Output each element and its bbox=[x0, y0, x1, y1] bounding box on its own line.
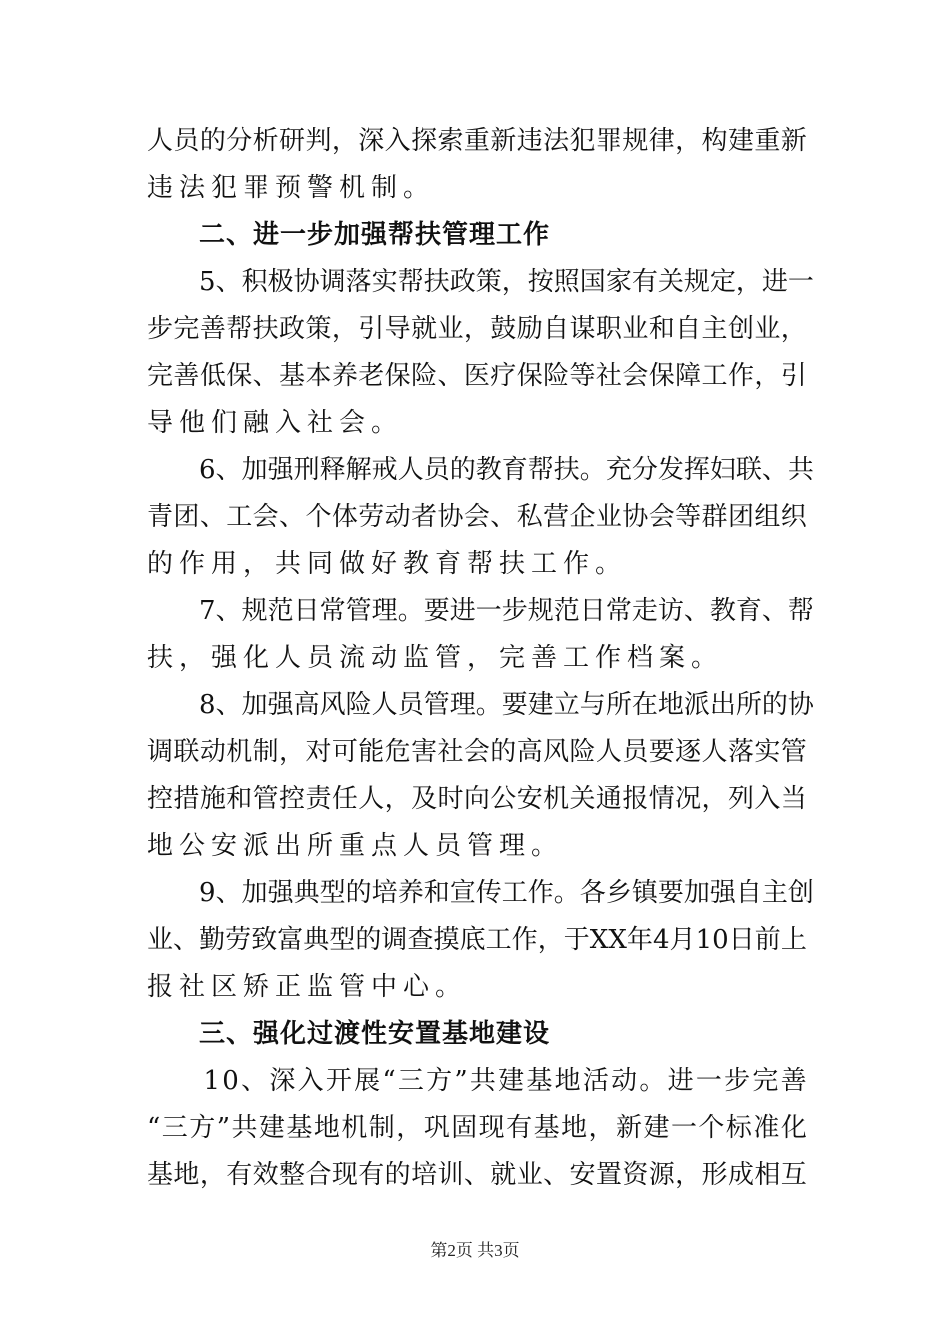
text-line: 扶，强化人员流动监管，完善工作档案。 bbox=[147, 643, 724, 673]
text-line: 6 、 加 强 刑 释 解 戒 人 员 的 教 育 帮 扶 。 充 分 发 挥 妇 联 、 共 bbox=[199, 455, 814, 485]
page-footer: 第2页 共3页 bbox=[430, 1241, 520, 1260]
text-line: 调 联 动 机 制 ， 对 可 能 危 害 社 会 的 高 风 险 人 员 要 逐 人 落 实 管 bbox=[147, 737, 807, 767]
text-line: 人 员 的 分 析 研 判 ， 深 入 探 索 重 新 违 法 犯 罪 规 律 ， 构 建 重 新 bbox=[147, 126, 807, 156]
text-line: 9 、 加 强 典 型 的 培 养 和 宣 传 工 作 。 各 乡 镇 要 加 强 自 主 创 bbox=[199, 878, 814, 908]
text-line: 地公安派出所重点人员管理。 bbox=[147, 831, 564, 861]
text-line: 1 0 、 深 入 开 展 “ 三 方 ” 共 建 基 地 活 动 。 进 一 步 完 善 bbox=[203, 1066, 807, 1096]
text-line: 青 团 、 工 会 、 个 体 劳 动 者 协 会 、 私 营 企 业 协 会 等 群 团 组 织 bbox=[147, 502, 807, 532]
text-line: 完 善 低 保 、 基 本 养 老 保 险 、 医 疗 保 险 等 社 会 保 障 工 作 ， 引 bbox=[147, 361, 807, 391]
section-heading: 二、进一步加强帮扶管理工作 bbox=[199, 220, 551, 250]
text-line: 违法犯罪预警机制。 bbox=[147, 173, 436, 203]
section-heading: 三、强化过渡性安置基地建设 bbox=[199, 1019, 551, 1049]
text-line: 的作用，共同做好教育帮扶工作。 bbox=[147, 549, 628, 579]
text-line: 控 措 施 和 管 控 责 任 人 ， 及 时 向 公 安 机 关 通 报 情 况 ， 列 入 当 bbox=[147, 784, 807, 814]
text-line: “ 三 方 ” 共 建 基 地 机 制 ， 巩 固 现 有 基 地 ， 新 建 一 个 标 准 化 bbox=[147, 1113, 807, 1143]
document-body bbox=[147, 118, 814, 1199]
text-line: 5 、 积 极 协 调 落 实 帮 扶 政 策 ， 按 照 国 家 有 关 规 定 ， 进 一 bbox=[199, 267, 814, 297]
text-line: 步 完 善 帮 扶 政 策 ， 引 导 就 业 ， 鼓 励 自 谋 职 业 和 自 主 创 业 ， bbox=[147, 314, 807, 344]
text-line: 报社区矫正监管中心。 bbox=[147, 972, 468, 1002]
text-line: 8 、 加 强 高 风 险 人 员 管 理 。 要 建 立 与 所 在 地 派 出 所 的 协 bbox=[199, 690, 814, 720]
text-line: 导他们融入社会。 bbox=[147, 408, 404, 438]
text-line: 基 地 ， 有 效 整 合 现 有 的 培 训 、 就 业 、 安 置 资 源 ， 形 成 相 互 bbox=[147, 1160, 807, 1190]
text-line: 业 、 勤 劳 致 富 典 型 的 调 查 摸 底 工 作 ， 于 X X 年 4 月 1 0 日 前 上 bbox=[147, 925, 807, 955]
text-line: 7 、 规 范 日 常 管 理 。 要 进 一 步 规 范 日 常 走 访 、 教 育 、 帮 bbox=[199, 596, 814, 626]
